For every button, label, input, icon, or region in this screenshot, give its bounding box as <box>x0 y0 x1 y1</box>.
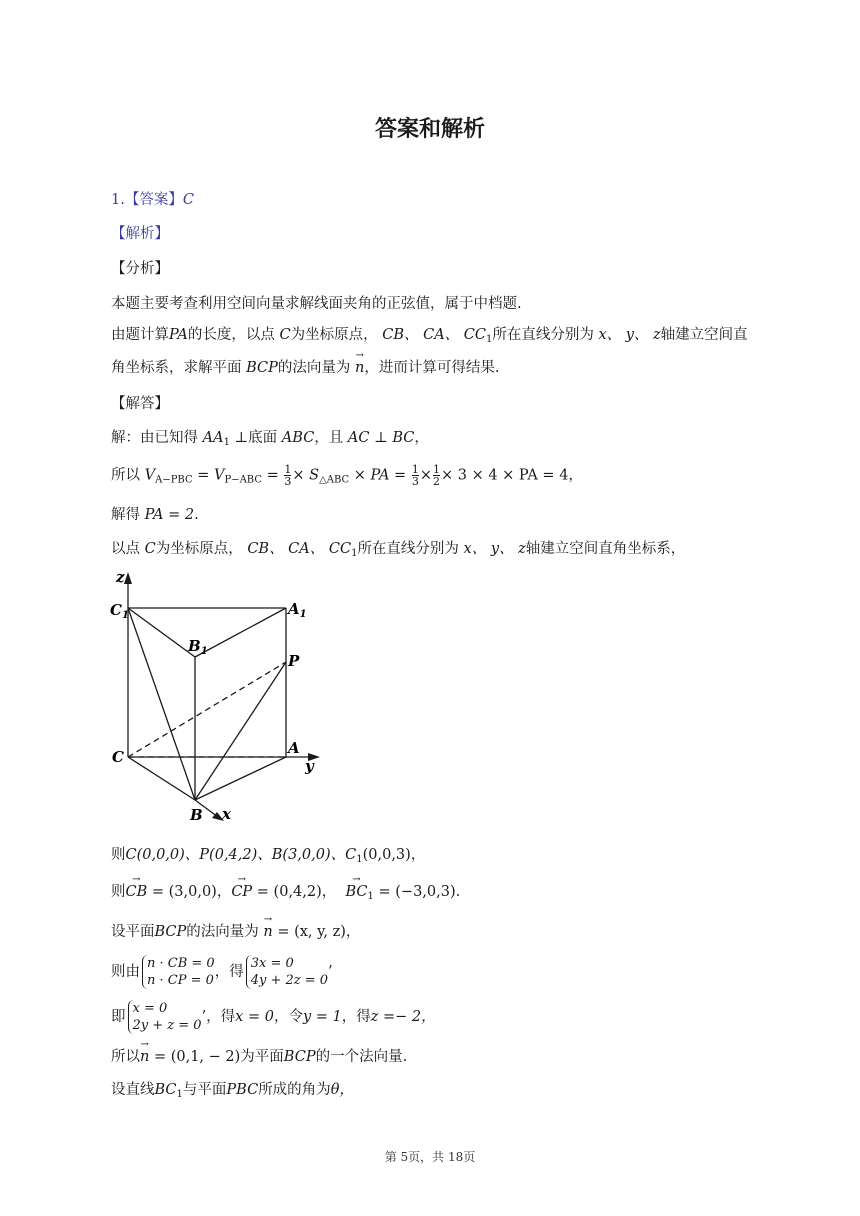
z-arrow-icon <box>124 572 132 584</box>
normal-def-line: 设平面BCP的法向量为 → n = (x, y, z)， <box>111 922 360 942</box>
label-c1: $C_1$ <box>110 601 129 621</box>
system-line-1: 则由n · CB = 0 n · CP = 0，得3x = 0 4y + 2z = 0’ <box>111 956 333 988</box>
answer-line <box>111 190 194 210</box>
vectors-line: 则→ CB = (3,0,0)，→ CP = (0,4,2)， → $BC_1 = (-3,0,3)$. <box>111 882 460 907</box>
edge-c-b <box>128 757 195 800</box>
analysis-line-1: 由题计算PA的长度，以点 C为坐标原点， CB、 CA、 $CC_1$所在直线分别为 x、 y、 z轴建立空间直 <box>111 327 748 345</box>
solution-line-1: 解：由已知得 $AA_1$ ⊥底面 ABC，且 AC ⊥ BC， <box>111 430 429 448</box>
label-a: A <box>288 739 300 757</box>
jieda-label: 【解答】 <box>111 396 169 412</box>
solve-pa-line: 解得 PA = 2. <box>111 507 199 523</box>
label-b: B <box>190 806 203 824</box>
edge-c1-b1 <box>128 608 195 657</box>
page-title: 答案和解析 <box>374 117 485 142</box>
label-a1: $A_1$ <box>288 600 307 620</box>
coordinate-setup-line: 以点 C为坐标原点， CB、 CA、 $CC_1$所在直线分别为 x、 y、 z轴建立空间直角坐标系， <box>111 541 686 559</box>
edge-c1-b <box>128 608 195 800</box>
analysis-line-2: 角坐标系，求解平面 BCP的法向量为 → n，进而计算可得结果. <box>111 358 499 378</box>
edge-b1-a1 <box>195 608 286 657</box>
page-footer: 第 5页，共 18页 <box>384 1150 476 1164</box>
question-number: 1. <box>111 192 125 208</box>
angle-line: 设直线$BC_1$与平面PBC所成的角为θ， <box>111 1082 354 1100</box>
edge-b-p <box>195 662 286 800</box>
label-y: y <box>305 757 314 775</box>
fenxi-text: 本题主要考查利用空间向量求解线面夹角的正弦值，属于中档题. <box>111 296 522 312</box>
fenxi-label: 【分析】 <box>111 261 169 277</box>
points-line: 则C(0,0,0)、P(0,4,2)、B(3,0,0)、$C_1(0,0,3)$， <box>111 847 426 865</box>
label-p: P <box>288 652 300 670</box>
answer-label: 【答案】 <box>124 192 183 208</box>
label-z: z <box>116 570 125 586</box>
label-x: x <box>222 805 231 823</box>
system-line-2: 即x = 0 2y + z = 0’，得x = 0，令y = 1，得z =− 2， <box>111 1001 436 1033</box>
volume-line: 所以 $V_{A-PBC} = V_{P-ABC}$ = $\frac{1}{3}$ × $S_{\triangle ABC}$ × PA = $\frac{1}{3}$ × $\frac{1}{2}$ × 3 × 4 × PA = 4， <box>111 463 583 488</box>
label-c: C <box>112 748 124 766</box>
jiexi-label: 【解析】 <box>111 226 169 242</box>
normal-result-line: 所以→ n = (0,1, − 2)为平面BCP的一个法向量. <box>111 1047 407 1067</box>
label-b1: $B_1$ <box>188 637 208 657</box>
prism-figure <box>108 570 338 830</box>
answer-value: C <box>182 192 194 208</box>
